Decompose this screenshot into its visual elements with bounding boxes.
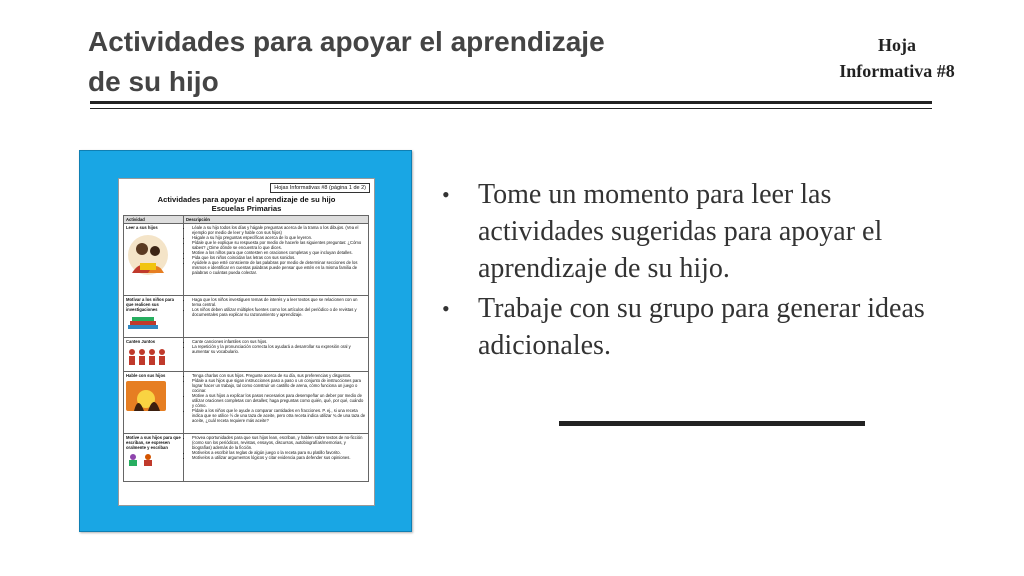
- reading-family-icon: [126, 233, 170, 277]
- writing-children-icon: [126, 453, 158, 467]
- description-item: • Motívelos a escribir las reglas de algún juego o la receta para su platillo favorito.: [192, 450, 366, 455]
- bullet-icon: •: [442, 296, 450, 321]
- description-item: • Cante canciones infantiles con sus hijos.: [192, 339, 366, 344]
- document-title-line-2: Escuelas Primarias: [211, 204, 282, 213]
- description-item: • Hágale a su hijo preguntas específicas acerca de lo que leyeron.: [192, 235, 366, 240]
- column-header-activity: Actividad: [124, 216, 184, 224]
- slide-title-line-2: de su hijo: [88, 66, 219, 97]
- activities-table: [123, 215, 369, 482]
- activity-label: Motivar a los niños para que realicen sus investigaciones: [126, 297, 174, 312]
- description-item: • Haga que los niños investiguen temas de interés y a leer textos que se relacionen con un tema central.: [192, 297, 366, 307]
- handout-badge-line-2: Informativa #8: [839, 61, 955, 81]
- bullet-text: Trabaje con su grupo para generar ideas adicionales.: [478, 293, 925, 361]
- handout-document-image: [118, 178, 375, 506]
- activity-label: Hable con sus hijos: [126, 373, 166, 378]
- description-item: • Motive a los niños para que contesten en oraciones completas y que incluyan detalles.: [192, 250, 366, 255]
- description-item: • Pídale a los niños que le ayude a comparar cantidades en fracciones. P. ej., si una receta indica que se utilice ½ de una taza de aceite, pero otra receta indica utilizar ¾ de una taza de aceite, ¿cuál receta requiere más aceite?: [192, 408, 366, 423]
- description-item: • Pida que los niños coincidan las letras con sus sonidos.: [192, 255, 366, 260]
- table-row: [124, 434, 369, 482]
- activity-label: Leer a sus hijos: [126, 225, 158, 230]
- activity-label: Motive a sus hijos para que escriban, se expresen oralmente y escriban: [126, 435, 181, 450]
- activity-label: Canten Juntos: [126, 339, 156, 344]
- handout-badge: [812, 32, 982, 84]
- slide-title: [88, 22, 688, 102]
- description-item: • La repetición y la pronunciación correcta los ayudará a desarrollar su expresión oral y aumentar su vocabulario.: [192, 344, 366, 354]
- description-item: • Los niños deben utilizar múltiples fuentes como los artículos del periódico o de revistas y documentales para explicar su razonamiento y aprendizaje.: [192, 307, 366, 317]
- table-row: [124, 338, 369, 372]
- document-frame: [79, 150, 412, 532]
- document-title-line-1: Actividades para apoyar el aprendizaje de su hijo: [157, 195, 336, 204]
- description-item: • Ayúdele a que esté consciente de las palabras por medio de determinar secciones de los mismos e identificar en cuentas palabras puede pensar que estén en la misma familia de palabras o cuántas pueda colectar.: [192, 260, 366, 275]
- bullet-text: Tome un momento para leer las actividades sugeridas para apoyar el aprendizaje de su hijo.: [478, 179, 883, 284]
- description-item: • Motívelos a utilizar argumentos lógicos y citar evidencia para defender sus opiniones.: [192, 455, 366, 460]
- table-header-row: [124, 216, 369, 224]
- table-row: [124, 372, 369, 434]
- answer-line: [559, 421, 865, 426]
- bullet-icon: •: [442, 182, 450, 207]
- table-row: [124, 224, 369, 296]
- column-header-description: Descripción: [184, 216, 369, 224]
- bullet-item: [442, 176, 962, 287]
- description-item: • Motive a sus hijos a explicar los pasos necesarios para desempeñar un deber por medio de utilizar oraciones completas con detalles; haga preguntas como quién, qué, por qué, cuándo y cómo.: [192, 393, 366, 408]
- sunset-conversation-icon: [126, 381, 166, 411]
- bullet-item: [442, 290, 962, 364]
- document-title: [119, 195, 374, 213]
- description-item: • Pídale a sus hijos que sigan instrucciones paso a paso o un conjunto de instrucciones para lograr hacer un trabajo, tal como construir un castillo de arena, cómo funciona un juego o cocinar.: [192, 378, 366, 393]
- title-divider-thick: [90, 101, 932, 104]
- title-divider-thin: [90, 108, 932, 109]
- singing-children-icon: [126, 347, 170, 367]
- books-icon: [126, 315, 162, 333]
- description-item: • Provea oportunidades para que sus hijos lean, escriban, y hablen sobre textos de no-ficción (como son los periódicos, revistas, ensayos, discursos, autobiografías/memorias, y biografías) además de la ficción.: [192, 435, 366, 450]
- document-header-label: Hojas Informativas #8 (página 1 de 2): [270, 183, 370, 193]
- description-item: • Léale a su hijo todos los días y hágale preguntas acerca de la trama o los dibujos. (Vea el ejemplo por medio de leer y hable con sus hijos): [192, 225, 366, 235]
- description-item: • Pídale que le explique su respuesta por medio de hacerle las siguientes preguntas: ¿Cómo sabes? ¿Dime dónde se encuentra lo que dices.: [192, 240, 366, 250]
- handout-badge-line-1: Hoja: [878, 35, 916, 55]
- bullet-list: [442, 176, 962, 367]
- slide-title-line-1: Actividades para apoyar el aprendizaje: [88, 26, 605, 57]
- table-row: [124, 296, 369, 338]
- description-item: • Tenga charlas con sus hijos. Pregunte acerca de su día, sus preferencias y disgustos.: [192, 373, 366, 378]
